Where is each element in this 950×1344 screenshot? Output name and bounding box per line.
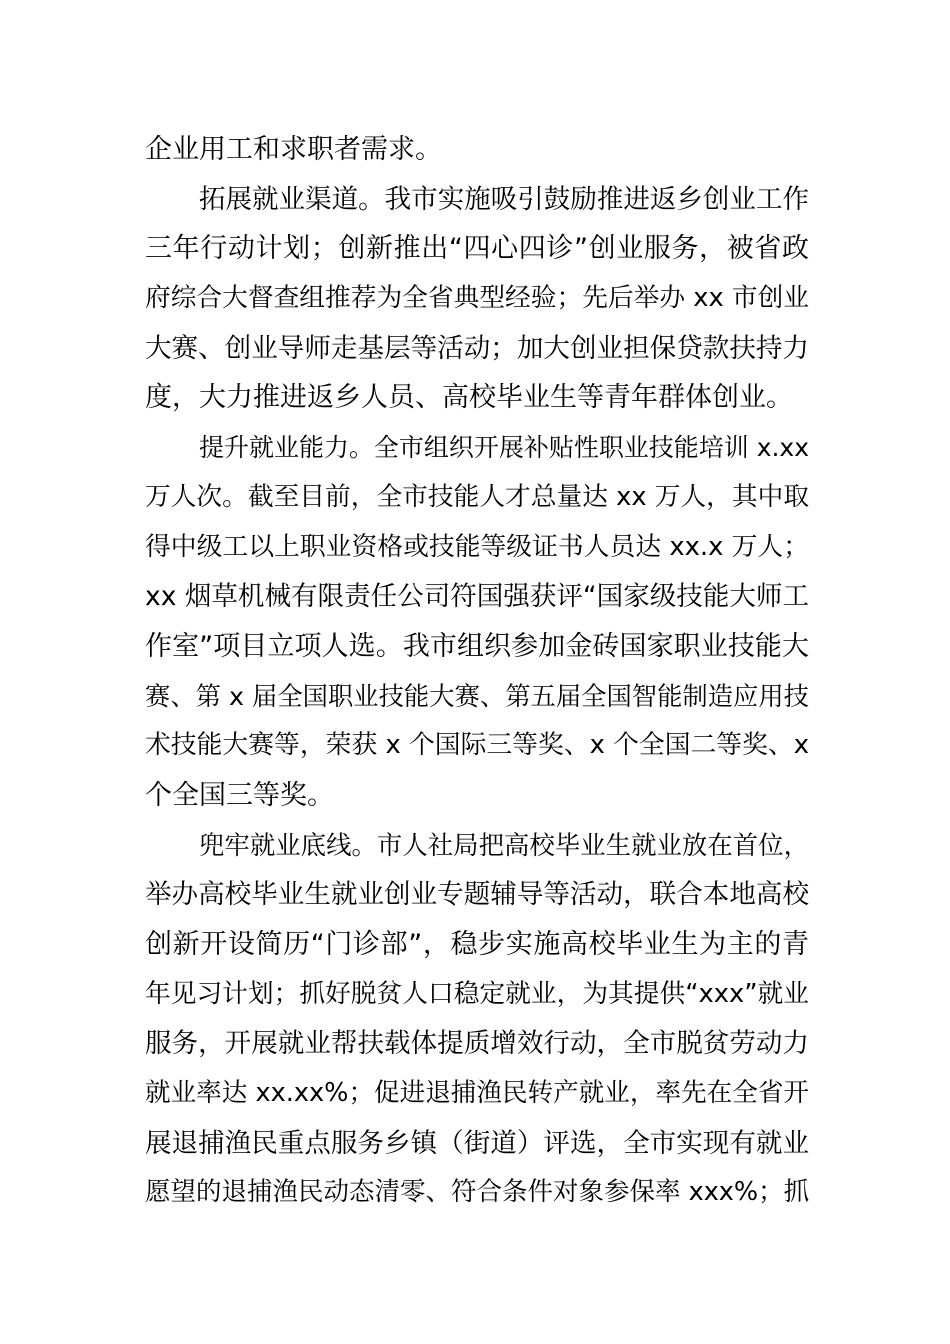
- text-line: 创新开设简历“门诊部”，稳步实施高校毕业生为主的青: [145, 929, 809, 960]
- body-text: [145, 125, 809, 1218]
- text-line: 服务，开展就业帮扶载体提质增效行动，全市脱贫劳动力: [145, 1028, 809, 1060]
- paragraph-first-line: 提升就业能力。全市组织开展补贴性职业技能培训 x.xx: [199, 433, 809, 463]
- text-line: 度，大力推进返乡人员、高校毕业生等青年群体创业。: [145, 382, 793, 414]
- text-line: 举办高校毕业生就业创业专题辅导等活动，联合本地高校: [145, 879, 809, 911]
- text-line: 大赛、创业导师走基层等活动；加大创业担保贷款扶持力: [145, 332, 809, 364]
- text-line: 个全国三等奖。: [145, 779, 334, 811]
- text-line: 愿望的退捕渔民动态清零、符合条件对象参保率 xxx%；抓: [145, 1177, 810, 1208]
- text-line: 年见习计划；抓好脱贫人口稳定就业，为其提供“xxx”就业: [145, 978, 809, 1009]
- text-line: 作室”项目立项人选。我市组织参加金砖国家职业技能大: [145, 630, 809, 662]
- paragraph-first-line: 兜牢就业底线。市人社局把高校毕业生就业放在首位，: [199, 829, 809, 860]
- text-line: 得中级工以上职业资格或技能等级证书人员达 xx.x 万人；: [145, 531, 809, 562]
- paragraph-first-line: 拓展就业渠道。我市实施吸引鼓励推进返乡创业工作: [199, 183, 809, 215]
- text-line: xx 烟草机械有限责任公司符国强获评“国家级技能大师工: [145, 581, 809, 613]
- text-line: 万人次。截至目前，全市技能人才总量达 xx 万人，其中取: [145, 481, 810, 512]
- text-line: 府综合大督查组推荐为全省典型经验；先后举办 xx 市创业: [145, 283, 810, 314]
- text-line: 企业用工和求职者需求。: [145, 134, 442, 165]
- text-line: 就业率达 xx.xx%；促进退捕渔民转产就业，率先在全省开: [145, 1078, 809, 1109]
- text-line: 展退捕渔民重点服务乡镇（街道）评选，全市实现有就业: [145, 1127, 809, 1159]
- text-line: 术技能大赛等，荣获 x 个国际三等奖、x 个全国二等奖、x: [145, 730, 809, 761]
- text-line: 三年行动计划；创新推出“四心四诊”创业服务，被省政: [145, 233, 809, 265]
- text-line: 赛、第 x 届全国职业技能大赛、第五届全国智能制造应用技: [145, 680, 809, 711]
